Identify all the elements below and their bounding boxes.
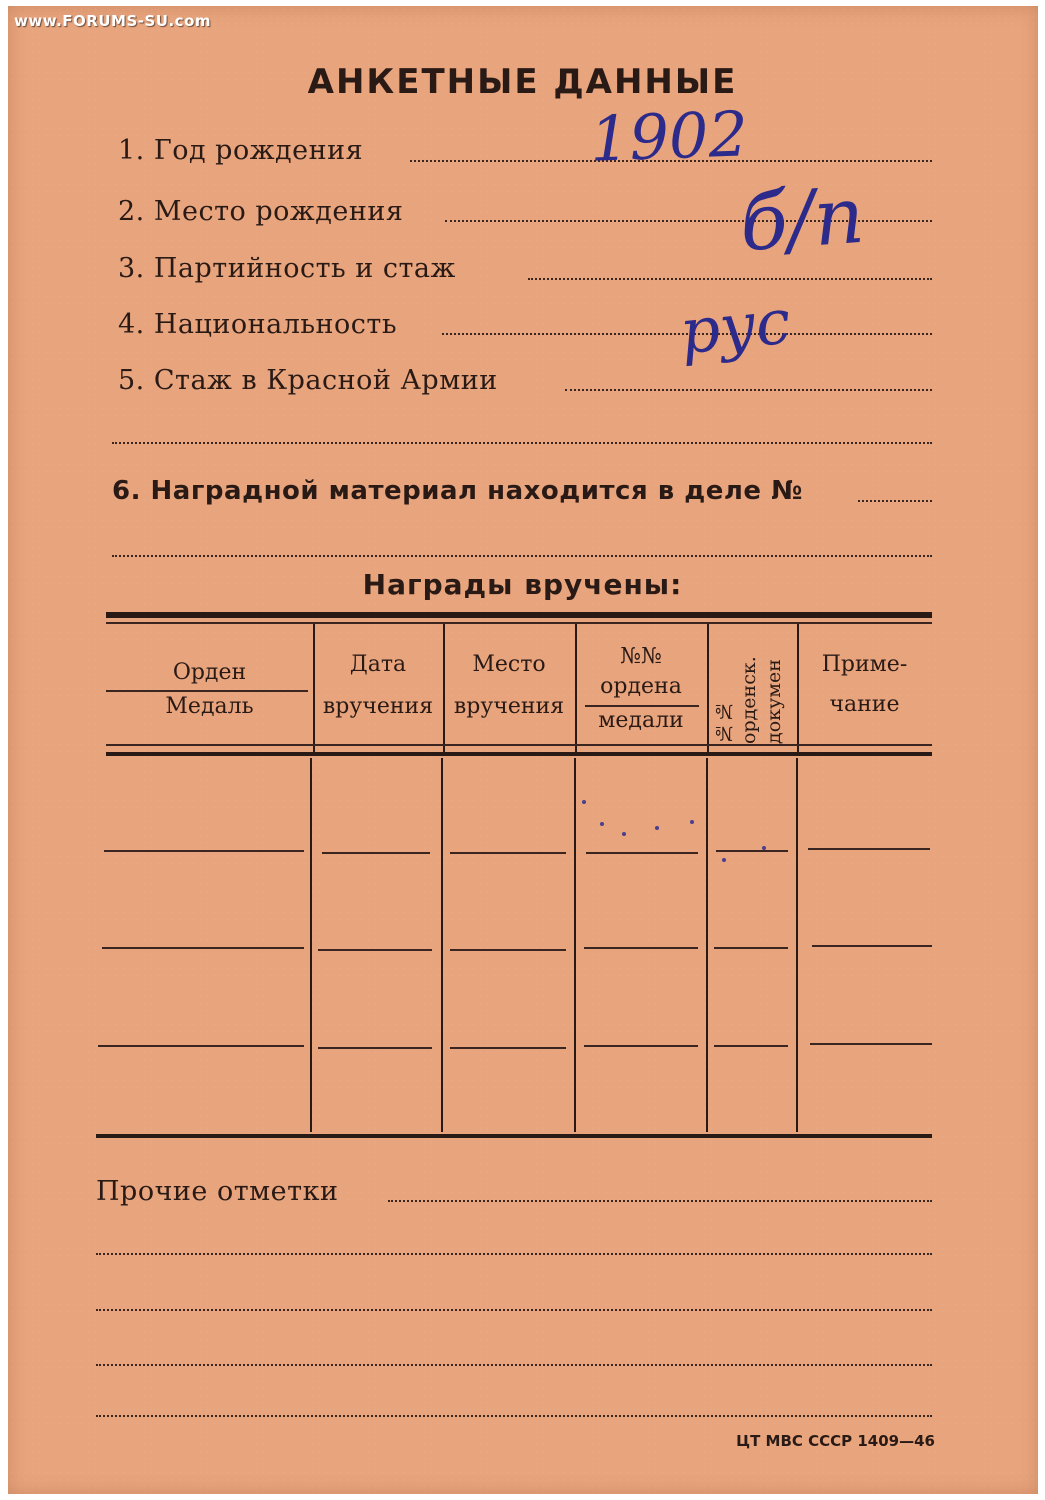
header-note-2: чание (829, 692, 900, 717)
header-medal: Медаль (165, 694, 254, 719)
award-card (8, 6, 1038, 1494)
ink-spot (690, 820, 694, 824)
ink-spot (762, 846, 766, 850)
notes-line (96, 1415, 932, 1417)
form-title: АНКЕТНЫЕ ДАННЫЕ (307, 62, 738, 102)
field-line-army-service (565, 389, 932, 391)
row-line (98, 1045, 304, 1047)
row-line (104, 850, 304, 852)
header-docs-2: орденск. (738, 656, 760, 744)
question-case-number: 6. Наградной материал находится в деле № (112, 476, 803, 506)
row-line (450, 852, 566, 854)
row-line (322, 852, 430, 854)
body-col-divider-1 (310, 758, 312, 1132)
row-line (586, 852, 698, 854)
row-line (318, 949, 432, 951)
row-line (584, 1045, 698, 1047)
notes-line (96, 1364, 932, 1366)
row-line (450, 1047, 566, 1049)
header-place-1: Место (472, 652, 546, 677)
field-line-case-extra (112, 555, 932, 557)
row-line (812, 945, 932, 947)
print-code: ЦТ МВС СССР 1409—46 (736, 1432, 935, 1450)
notes-line (96, 1253, 932, 1255)
notes-line (96, 1309, 932, 1311)
header-place-2: вручения (453, 694, 565, 719)
header-docs-3: докумен (763, 659, 785, 744)
row-line (584, 947, 698, 949)
row-line (716, 850, 788, 852)
ink-spot (600, 822, 604, 826)
row-line (714, 947, 788, 949)
col-divider-2 (443, 624, 445, 752)
table-bottom-rule (96, 1134, 932, 1138)
question-party: 3. Партийность и стаж (118, 253, 456, 284)
row-line (102, 947, 304, 949)
body-col-divider-2 (441, 758, 443, 1132)
header-note-1: Приме- (821, 652, 908, 677)
ink-spot (582, 800, 586, 804)
col-divider-1 (313, 624, 315, 752)
header-order: Орден (172, 660, 247, 685)
header-date-1: Дата (349, 652, 407, 677)
body-col-divider-4 (706, 758, 708, 1132)
question-birth-year: 1. Год рождения (118, 135, 364, 166)
header-number-3: медали (598, 708, 684, 733)
ink-spot (722, 858, 726, 862)
other-notes-label: Прочие отметки (96, 1176, 339, 1207)
handwritten-nationality: рус (676, 284, 794, 369)
table-top-rule (106, 612, 932, 618)
row-line (450, 949, 566, 951)
handwritten-party: б/п (737, 170, 868, 270)
table-header-rule-thin (106, 744, 932, 746)
field-line-party (528, 278, 932, 280)
body-col-divider-5 (796, 758, 798, 1132)
field-line-case-number (858, 500, 932, 502)
watermark: www.FORUMS-SU.com (14, 12, 212, 30)
question-birth-place: 2. Место рождения (118, 196, 404, 227)
field-line-extra (112, 442, 932, 444)
table-top-rule-thin (106, 622, 932, 624)
table-header-rule (106, 752, 932, 756)
body-col-divider-3 (574, 758, 576, 1132)
header-docs-1: №№ (713, 700, 735, 744)
header-number-1: №№ (620, 644, 662, 669)
question-nationality: 4. Национальность (118, 309, 398, 340)
row-line (810, 1043, 932, 1045)
col-divider-4 (707, 624, 709, 752)
header-number-2: ордена (600, 674, 682, 699)
ink-spot (622, 832, 626, 836)
question-army-service: 5. Стаж в Красной Армии (118, 365, 498, 396)
handwritten-birth-year: 1902 (588, 97, 750, 176)
notes-line (388, 1200, 932, 1202)
ink-spot (655, 826, 659, 830)
row-line (808, 848, 930, 850)
row-line (714, 1045, 788, 1047)
row-line (318, 1047, 432, 1049)
awards-title: Награды вручены: (362, 568, 683, 601)
header-date-2: вручения (322, 694, 434, 719)
